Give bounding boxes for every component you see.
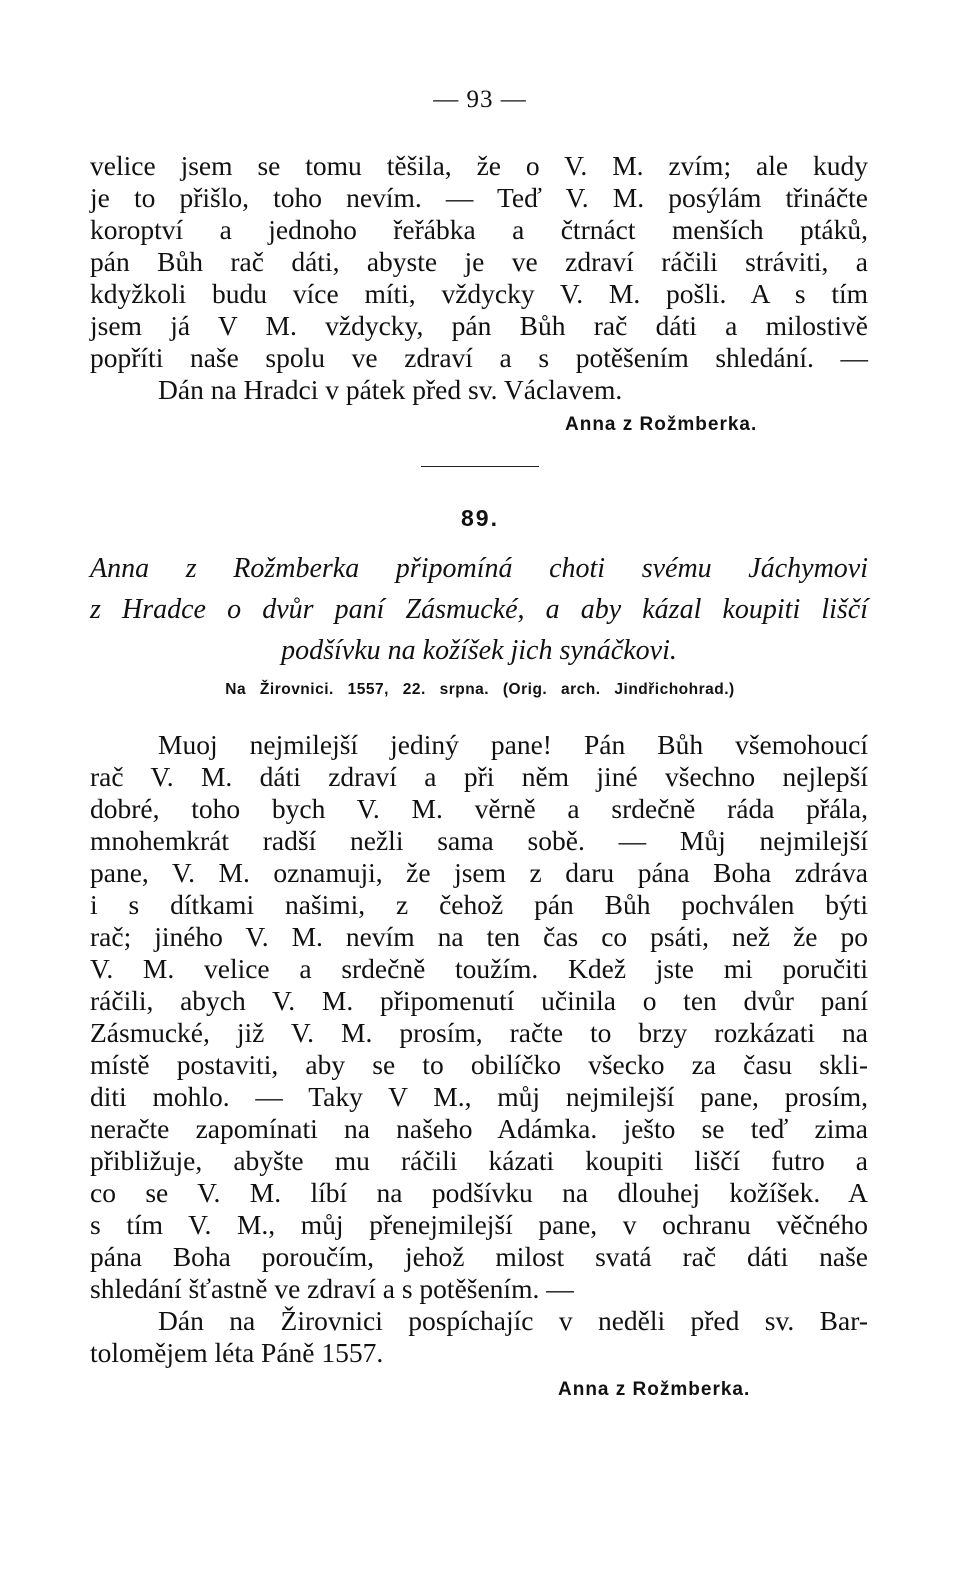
- text-line: V. M. velice a srdečně toužím. Kdež jste mi poručiti: [90, 953, 868, 984]
- section-divider: [421, 466, 539, 467]
- page-number: — 93 —: [433, 86, 527, 113]
- signature-2: Anna z Rožmberka.: [558, 1379, 751, 1400]
- text-line: mnohemkrát radší nežli sama sobě. — Můj nejmilejší: [90, 825, 868, 856]
- text-line: ráčili, abych V. M. připomenutí učinila o ten dvůr paní: [90, 985, 868, 1016]
- text-line: koroptví a jednoho řeřábka a čtrnáct menších ptáků,: [90, 214, 868, 245]
- text-line: Muoj nejmilejší jediný pane! Pán Bůh všemohoucí: [158, 729, 868, 760]
- text-line: s tím V. M., můj přenejmilejší pane, v ochranu věčného: [90, 1209, 868, 1240]
- text-line: rač; jiného V. M. nevím na ten čas co psáti, než že po: [90, 921, 868, 952]
- signature-1: Anna z Rožmberka.: [565, 414, 758, 435]
- heading-line: z Hradce o dvůr paní Zásmucké, a aby kázal koupiti liščí: [90, 594, 868, 625]
- heading-line: Anna z Rožmberka připomíná choti svému Jáchymovi: [90, 553, 868, 584]
- text-line: Dán na Hradci v pátek před sv. Václavem.: [158, 374, 623, 405]
- heading-line: podšívku na kožíšek jich synáčkovi.: [281, 635, 677, 666]
- letter-89-heading: [90, 548, 868, 671]
- text-line: přibližuje, abyšte mu ráčili kázati koupiti liščí futro a: [90, 1145, 868, 1176]
- text-line: popříti naše spolu ve zdraví a s potěšením shledání. —: [90, 342, 868, 373]
- text-line: diti mohlo. — Taky V M., můj nejmilejší pane, prosím,: [90, 1081, 868, 1112]
- text-line: pane, V. M. oznamuji, že jsem z daru pána Boha zdráva: [90, 857, 868, 888]
- text-line: pána Boha poroučím, jehož milost svatá rač dáti naše: [90, 1241, 868, 1272]
- text-line: shledání šťastně ve zdraví a s potěšením. —: [90, 1273, 574, 1304]
- source-line: Na Žirovnici. 1557, 22. srpna. (Orig. arch. Jindřichohrad.): [225, 681, 735, 698]
- text-line: Dán na Žirovnici pospíchajíc v neděli před sv. Bar-: [158, 1305, 868, 1336]
- text-line: jsem já V M. vždycky, pán Bůh rač dáti a milostivě: [90, 310, 868, 341]
- text-line: kdyžkoli budu více míti, vždycky V. M. pošli. A s tím: [90, 278, 868, 309]
- text-line: Zásmucké, již V. M. prosím, račte to brzy rozkázati na: [90, 1017, 868, 1048]
- text-line: pán Bůh rač dáti, abyste je ve zdraví ráčili stráviti, a: [90, 246, 868, 277]
- text-line: i s dítkami našimi, z čehož pán Bůh pochválen býti: [90, 889, 868, 920]
- text-line: velice jsem se tomu těšila, že o V. M. zvím; ale kudy: [90, 150, 868, 181]
- text-line: je to přišlo, toho nevím. — Teď V. M. posýlám třináčte: [90, 182, 868, 213]
- letter-89-body: [90, 729, 868, 1369]
- text-line: dobré, toho bych V. M. věrně a srdečně ráda přála,: [90, 793, 868, 824]
- text-line: neračte zapomínati na našeho Adámka. ješto se teď zima: [90, 1113, 868, 1144]
- text-line: co se V. M. líbí na podšívku na dlouhej kožíšek. A: [90, 1177, 868, 1208]
- text-line: tolomějem léta Páně 1557.: [90, 1337, 384, 1368]
- text-line: rač V. M. dáti zdraví a při něm jiné všechno nejlepší: [90, 761, 868, 792]
- document-number: 89.: [461, 505, 499, 531]
- text-line: místě postaviti, aby se to obilíčko všecko za času skli-: [90, 1049, 868, 1080]
- letter-88-body: [90, 150, 868, 406]
